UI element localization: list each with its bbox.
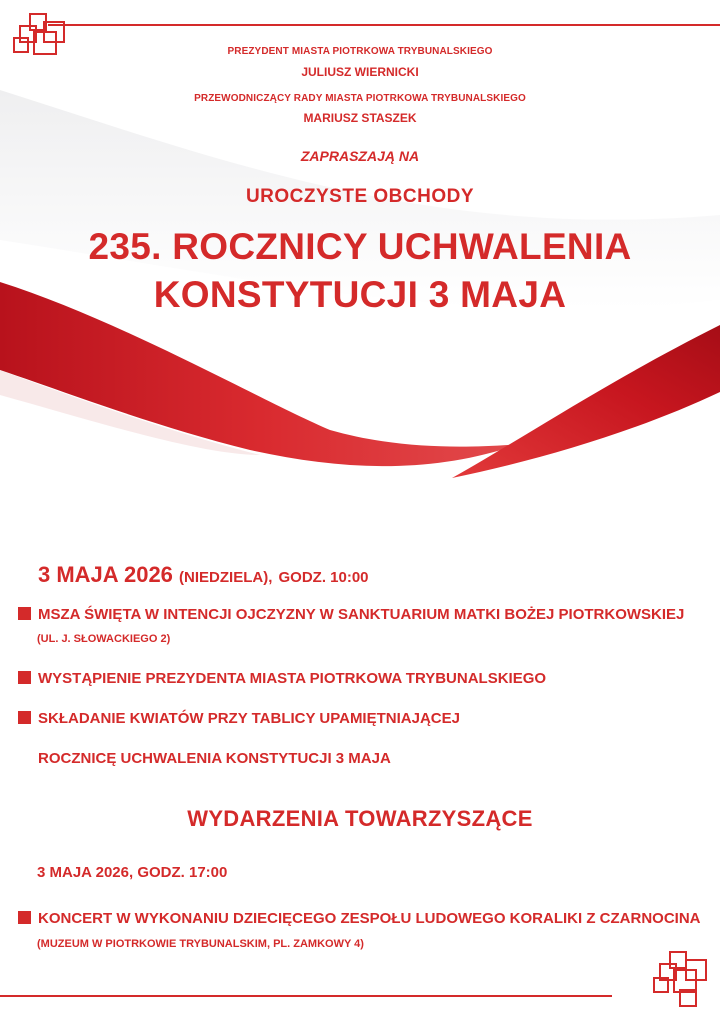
list-item: [18, 670, 546, 687]
list-item: [18, 606, 684, 623]
side-events-datetime: 3 MAJA 2026, GODZ. 17:00: [37, 864, 228, 881]
squares-logo-icon: [650, 950, 710, 1010]
list-item-text: MSZA ŚWIĘTA W INTENCJI OJCZYZNY W SANKTUARIUM MATKI BOŻEJ PIOTRKOWSKIEJ: [38, 606, 685, 623]
header-name-1: JULIUSZ WIERNICKI: [301, 65, 419, 79]
header-organizer-1: PREZYDENT MIASTA PIOTRKOWA TRYBUNALSKIEGO: [227, 46, 493, 57]
side-events-title: WYDARZENIA TOWARZYSZĄCE: [187, 806, 533, 831]
bullet-square-icon: [18, 711, 31, 724]
list-item-text: KONCERT W WYKONANIU DZIECIĘCEGO ZESPOŁU LUDOWEGO KORALIKI Z CZARNOCINA: [38, 910, 701, 927]
list-item: [18, 710, 460, 727]
list-item-continuation: ROCZNICĘ UCHWALENIA KONSTYTUCJI 3 MAJA: [38, 750, 391, 767]
list-item-text: WYSTĄPIENIE PREZYDENTA MIASTA PIOTRKOWA TRYBUNALSKIEGO: [38, 670, 547, 687]
main-event-date: 3 MAJA 2026: [38, 562, 173, 587]
side-events-address: (MUZEUM W PIOTRKOWIE TRYBUNALSKIM, PL. ZAMKOWY 4): [37, 938, 364, 950]
list-item: [18, 910, 700, 927]
squares-logo-icon: [10, 12, 68, 70]
bottom-divider: [0, 995, 612, 997]
main-event-day: (NIEDZIELA),: [179, 569, 273, 586]
subtitle: UROCZYSTE OBCHODY: [245, 186, 475, 207]
bullet-square-icon: [18, 911, 31, 924]
title-line-1: 235. ROCZNICY UCHWALENIA: [88, 226, 632, 267]
list-item-address: (UL. J. SŁOWACKIEGO 2): [37, 633, 171, 645]
header-name-2: MARIUSZ STASZEK: [303, 111, 417, 125]
header-organizer-2: PRZEWODNICZĄCY RADY MIASTA PIOTRKOWA TRYBUNALSKIEGO: [194, 93, 526, 104]
bullet-square-icon: [18, 607, 31, 620]
main-event-datetime: [38, 562, 369, 588]
top-divider: [48, 24, 720, 26]
main-event-time: GODZ. 10:00: [278, 569, 369, 586]
list-item-text: SKŁADANIE KWIATÓW PRZY TABLICY UPAMIĘTNIAJĄCEJ: [38, 710, 460, 727]
title-line-2: KONSTYTUCJI 3 MAJA: [153, 274, 567, 315]
bullet-square-icon: [18, 671, 31, 684]
invite-text: ZAPRASZAJĄ NA: [300, 148, 420, 164]
